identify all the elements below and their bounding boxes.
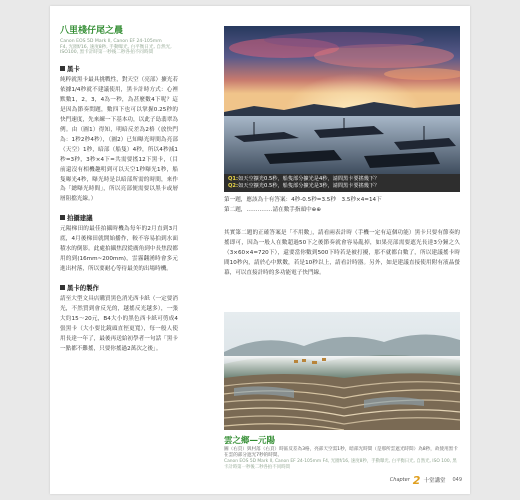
answers-block xyxy=(224,196,460,216)
bullet-square-icon xyxy=(60,215,65,220)
section-heading-shooting-tips: 拍攝建議 xyxy=(60,213,178,222)
caption-meta-line: ISO100, 黑卡計時第一秒後二秒各拍不同時間 xyxy=(60,50,154,56)
magazine-page xyxy=(50,6,470,494)
bullet-square-icon xyxy=(60,285,65,290)
caption-meta-line: F4, 光圈f/16, 速度8秒, 手動曝光, 白平衡日光, 自然光, xyxy=(60,44,172,50)
section-heading-black-card: 黑卡 xyxy=(60,64,178,73)
top-photo-caption-title: 八里棧仔尾之晨 xyxy=(60,26,124,36)
question-2: Q2:如天空擴光0.5秒，船隻部分擴光是3秒，請問黑卡要搖幾下？ xyxy=(228,183,380,190)
chapter-label: Chapter xyxy=(389,477,410,483)
answer-2: 第二題，‥‥‥‥‥‥‥請在數手指頭中⊕⊕ xyxy=(224,206,322,213)
middle-paragraph: 其實第二題的正確答案是「不用數」，請看兩表計時（手機一定有這個功能）黑卡只要有節奏的搖即可，因為一般人在數超過50下之後節奏就會容易亂掉，如果亮部需要遮光長達3分鐘之久（3×60×4=720下），還要當你數到500下時若是被打擾，那不就都白數了，所以建議搖卡時間10秒內，請於心中默數，若是10秒以上，請看計時器。另外，如是建議直接使用附有液晶螢幕，可以直接計時的多功能電子快門線。 xyxy=(224,230,460,277)
answer-1: 第一題，應該為十有答案：4秒-0.5秒=3.5秒 3.5秒×4=14下 xyxy=(224,197,382,203)
bullet-square-icon xyxy=(60,66,65,71)
bottom-photo-caption-title: 雲之鄉—元陽 xyxy=(224,436,276,446)
chapter-number: 2 xyxy=(412,473,421,487)
page-footer xyxy=(350,474,462,486)
section-body-card-making: 請至大型文具店購買黑色消光西卡紙（一定要消光，不然質到會反光的，越搖反光越多），一張大約15～20元，B4大小的黑色西卡紙可剪成4張黑卡（大小要比鏡頭直徑更寬），每一般人使用長達一年了，最後再送給初學者一句話「黑卡一點都不難搖，只要你搖過2萬次之後」。 xyxy=(60,296,178,352)
chapter-name: 十堂講堂 xyxy=(423,478,446,484)
bottom-photo-caption xyxy=(224,434,460,470)
left-column xyxy=(60,26,178,355)
rice-terrace-image xyxy=(224,312,460,430)
question-1: Q1:如天空擴光0.5秒，船隻部分擴光是4秒，請問黑卡要搖幾下？ xyxy=(228,176,380,182)
section-body-shooting-tips: 元陽梯田的最佳拍攝時機為每年的2月直到3月底，4月後梯田就開始播作，較不容易拍到水面積水的倒影。此處拍攝焦段從廣角到中長焦段都用的到(16mm~200mm)，雲霧翻湧時會多元進出村落，所以要耐心等待最美的出場時機。 xyxy=(60,226,178,273)
section-body-black-card: 純粹就黑卡最具挑戰性，對天空（亮部）擴光若依據1/4秒就不建議使用，黑卡計時方式：心裡默數1，2，3，4為一秒，為甚麼數4下呢？這是因為節奏問題，數四下也可以掌握0.25秒的快門速度，先來練一下基本功，以此子島翡翠為例。由（圖1）得知，明暗反差為2格（放快門為：1秒2秒4秒），（圖2）已知曝光時間為亮部（天空）1秒，暗部（船隻）4秒，所以4秒減1秒=3秒，3秒×4下=共需要搖12下黑卡，（目前還沒有相機趣明到可以天空1秒曝光1秒，船隻曝光4秒，曝光時是以暗部所需的時間，來作為「總曝光時間」，所以亮部便需要以黑卡或層層阻擋光線。） xyxy=(60,77,178,203)
section-heading-card-making: 黑卡的製作 xyxy=(60,283,178,292)
bottom-photo-caption-meta: Canon EOS 5D Mark II, Canon EF 24-105mm F4, 光圈f/16, 速度8秒，手動曝光, 白平衡日光, 自然光, ISO 100, 黑卡計時第一秒後二秒各拍不同時間 xyxy=(224,458,457,470)
question-box xyxy=(224,174,460,192)
rice-terrace-photo xyxy=(224,312,460,430)
harbor-sunrise-photo xyxy=(224,26,460,174)
harbor-sunrise-image xyxy=(224,26,460,174)
bottom-photo-caption-body: 圖（右頁）與村落（右頁）時區反差為3格，亮部天空需1秒，暗部光時間（是那所雲遮光時間）為8秒，故使用黑卡在雲的部分遮光7秒的時間。 xyxy=(224,447,458,458)
top-photo-caption-meta xyxy=(60,39,178,56)
page-number: 049 xyxy=(452,477,462,483)
caption-meta-line: Canon EOS 5D Mark II, Canon EF 24-105mm xyxy=(60,38,162,44)
